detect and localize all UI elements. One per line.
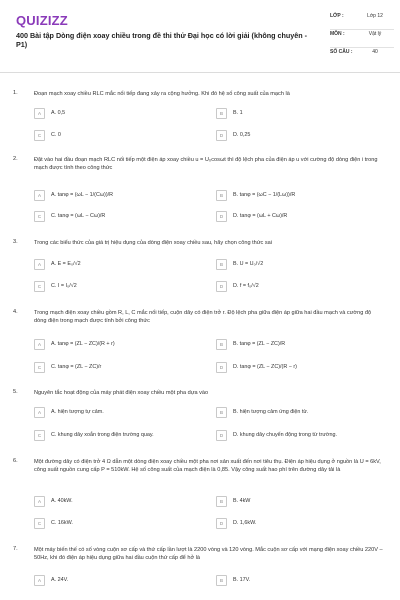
option-text: D. tanφ = (ZL − ZC)/(R − r) bbox=[233, 364, 297, 370]
option-text: C. khung dây xoắn trong điện trường quay. bbox=[51, 432, 154, 438]
option-key: B bbox=[216, 259, 227, 270]
option-text: C. tanφ = (ωL − Cω)/R bbox=[51, 213, 106, 219]
option-a[interactable] bbox=[34, 339, 189, 350]
option-text: A. 40kW. bbox=[51, 498, 73, 504]
option-key: D bbox=[216, 281, 227, 292]
option-c[interactable] bbox=[34, 362, 189, 373]
option-c[interactable] bbox=[34, 130, 189, 141]
option-text: A. tanφ = (ωL − 1/(Cω))/R bbox=[51, 192, 114, 198]
option-text: D. 0,25 bbox=[233, 132, 251, 138]
option-key: B bbox=[216, 496, 227, 507]
option-text: D. tanφ = (ωL + Cω)/R bbox=[233, 213, 288, 219]
option-d[interactable] bbox=[216, 430, 371, 441]
option-text: A. E = E₀/√2 bbox=[51, 261, 81, 267]
option-key: A bbox=[34, 575, 45, 586]
option-c[interactable] bbox=[34, 518, 189, 529]
option-a[interactable] bbox=[34, 575, 189, 586]
meta-subject-value: Vật lý bbox=[368, 31, 382, 37]
meta-divider bbox=[330, 29, 394, 30]
option-text: A. 24V. bbox=[51, 577, 69, 583]
option-text: C. 0 bbox=[51, 132, 61, 138]
option-key: C bbox=[34, 518, 45, 529]
option-key: D bbox=[216, 211, 227, 222]
question-text: Nguyên tắc hoạt động của máy phát điện xoay chiều một pha dựa vào bbox=[34, 390, 209, 396]
option-d[interactable] bbox=[216, 518, 371, 529]
question-text: Một đường dây có điện trở 4 Ω dẫn một dòng điện xoay chiều một pha nơi sản xuất đến nơi tiêu thụ. Điện áp hiệu dụng ở nguồn là U = 6kV, công suất nguồn cung cấp P = 510kW. Hệ số công suất của mạch điện là 0,85. Vậy công suất hao phí trên đường dây tải là bbox=[34, 459, 381, 473]
option-key: D bbox=[216, 362, 227, 373]
option-key: B bbox=[216, 190, 227, 201]
worksheet-meta bbox=[330, 13, 394, 67]
option-text: B. tanφ = (ZL − ZC)/R bbox=[233, 341, 286, 347]
option-key: B bbox=[216, 339, 227, 350]
option-b[interactable] bbox=[216, 339, 371, 350]
option-key: D bbox=[216, 430, 227, 441]
option-text: B. 17V. bbox=[233, 577, 251, 583]
meta-count-label: SỐ CÂU : bbox=[330, 49, 353, 55]
option-d[interactable] bbox=[216, 362, 371, 373]
question-number: 4. bbox=[13, 309, 18, 315]
option-key: C bbox=[34, 362, 45, 373]
option-b[interactable] bbox=[216, 190, 371, 201]
option-text: A. tanφ = (ZL − ZC)/(R + r) bbox=[51, 341, 115, 347]
option-d[interactable] bbox=[216, 130, 371, 141]
option-key: D bbox=[216, 518, 227, 529]
option-text: D. khung dây chuyển động trong từ trường. bbox=[233, 432, 337, 438]
question-number: 2. bbox=[13, 156, 18, 162]
option-a[interactable] bbox=[34, 108, 189, 119]
option-key: A bbox=[34, 259, 45, 270]
meta-count-value: 40 bbox=[372, 49, 378, 55]
question-text: Trong các biểu thức của giá trị hiệu dụng của dòng điện xoay chiều sau, hãy chọn công thức sai bbox=[34, 240, 273, 246]
option-a[interactable] bbox=[34, 407, 189, 418]
option-key: C bbox=[34, 430, 45, 441]
quizizz-logo: QUIZIZZ bbox=[16, 13, 68, 28]
meta-count-row bbox=[330, 49, 394, 67]
question-text: Đặt vào hai đầu đoạn mạch RLC nối tiếp một điện áp xoay chiều u = U₀cosωt thì độ lệch pha của điện áp u với cường độ dòng điện i trong mạch được tính theo công thức bbox=[34, 157, 378, 171]
option-d[interactable] bbox=[216, 211, 371, 222]
option-text: D. 1,6kW. bbox=[233, 520, 257, 526]
option-text: A. hiện tượng tự cảm. bbox=[51, 409, 104, 415]
option-b[interactable] bbox=[216, 407, 371, 418]
option-key: A bbox=[34, 407, 45, 418]
option-a[interactable] bbox=[34, 259, 189, 270]
meta-class-label: LỚP : bbox=[330, 13, 344, 19]
option-a[interactable] bbox=[34, 496, 189, 507]
option-b[interactable] bbox=[216, 108, 371, 119]
worksheet-header bbox=[0, 0, 400, 73]
option-b[interactable] bbox=[216, 259, 371, 270]
option-key: A bbox=[34, 108, 45, 119]
option-d[interactable] bbox=[216, 281, 371, 292]
option-key: C bbox=[34, 211, 45, 222]
question-number: 6. bbox=[13, 458, 18, 464]
option-text: C. tanφ = (ZL − ZC)/r bbox=[51, 364, 102, 370]
question-number: 7. bbox=[13, 546, 18, 552]
option-key: B bbox=[216, 407, 227, 418]
option-c[interactable] bbox=[34, 430, 189, 441]
option-key: D bbox=[216, 130, 227, 141]
option-b[interactable] bbox=[216, 575, 371, 586]
option-text: B. U = U₀/√2 bbox=[233, 261, 264, 267]
option-text: B. tanφ = (ωC − 1/(Lω))/R bbox=[233, 192, 296, 198]
option-key: A bbox=[34, 190, 45, 201]
option-c[interactable] bbox=[34, 211, 189, 222]
option-key: A bbox=[34, 339, 45, 350]
option-key: C bbox=[34, 281, 45, 292]
meta-divider bbox=[330, 47, 394, 48]
option-text: B. hiện tượng cảm ứng điện từ. bbox=[233, 409, 309, 415]
option-a[interactable] bbox=[34, 190, 189, 201]
option-text: C. I = I₀/√2 bbox=[51, 283, 77, 289]
question-number: 1. bbox=[13, 90, 18, 96]
option-text: B. 1 bbox=[233, 110, 243, 116]
question-text: Một máy biến thế có số vòng cuộn sơ cấp và thứ cấp lần lượt là 2200 vòng và 120 vòng. Mắc cuộn sơ cấp với mạng điện xoay chiều 220V – 50Hz, khi đó điện áp hiệu dụng giữa hai đầu cuộn thứ cấp để hở là bbox=[34, 547, 383, 561]
question-text: Đoạn mạch xoay chiều RLC mắc nối tiếp đang xảy ra cộng hưởng. Khi đó hệ số công suất của mạch là bbox=[34, 91, 290, 97]
option-key: A bbox=[34, 496, 45, 507]
question-number: 3. bbox=[13, 239, 18, 245]
meta-class-value: Lớp 12 bbox=[367, 13, 383, 19]
question-number: 5. bbox=[13, 389, 18, 395]
option-text: B. 4kW bbox=[233, 498, 251, 504]
option-text: A. 0,5 bbox=[51, 110, 66, 116]
meta-subject-label: MÔN : bbox=[330, 31, 345, 37]
option-c[interactable] bbox=[34, 281, 189, 292]
option-key: C bbox=[34, 130, 45, 141]
worksheet-title: 400 Bài tập Dòng điện xoay chiều trong đề thi thử Đại học có lời giải (không chuyên - P1) bbox=[16, 31, 308, 49]
option-key: B bbox=[216, 108, 227, 119]
option-text: C. 16kW. bbox=[51, 520, 73, 526]
option-b[interactable] bbox=[216, 496, 371, 507]
question-text: Trong mạch điện xoay chiều gồm R, L, C mắc nối tiếp, cuộn dây có điện trở r. Độ lệch pha giữa điện áp giữa hai đầu mạch và cường độ dòng điện trong mạch được tính bởi công thức bbox=[34, 310, 372, 324]
option-key: B bbox=[216, 575, 227, 586]
option-text: D. f = f₀/√2 bbox=[233, 283, 259, 289]
